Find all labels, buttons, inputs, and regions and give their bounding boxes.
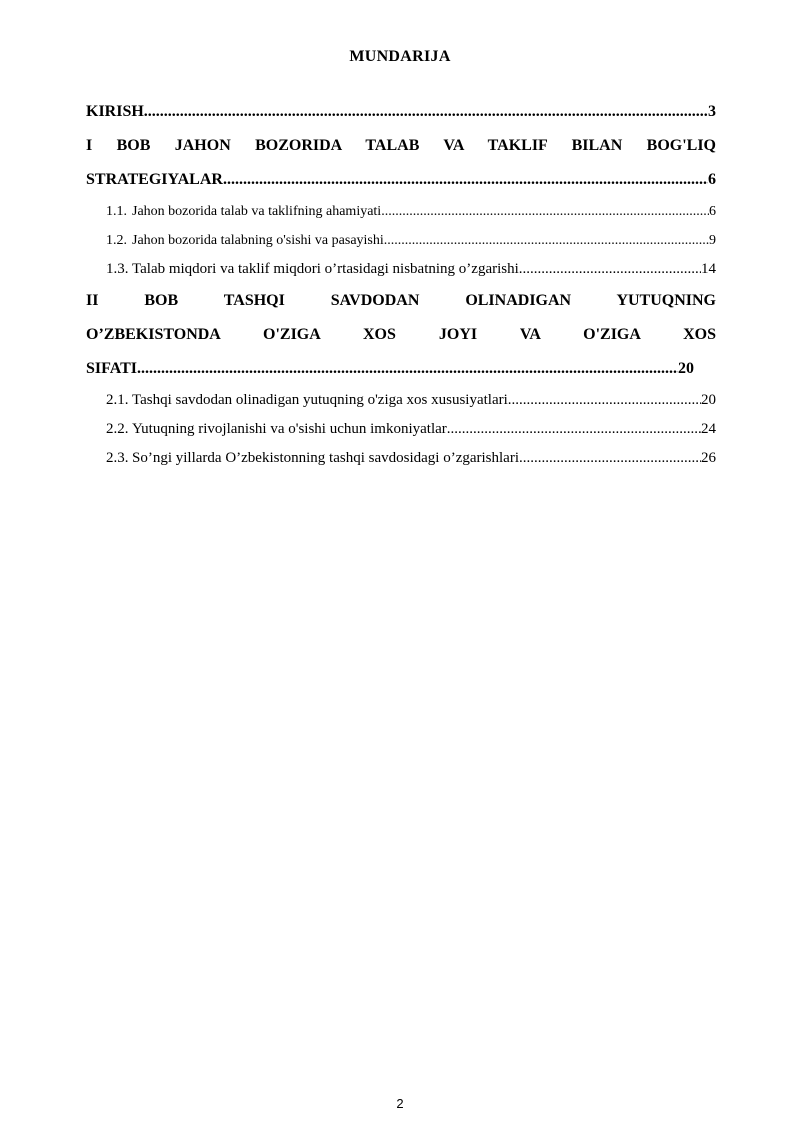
toc-page-number: 6 (709, 204, 716, 219)
toc-section-1-1[interactable] (86, 197, 716, 226)
toc-chapter2-line2[interactable]: O’ZBEKISTONDA O'ZIGA XOS JOYI VA O'ZIGA XOS (86, 326, 716, 343)
toc-chapter2-line1[interactable]: II BOB TASHQI SAVDODAN OLINADIGAN YUTUQNING (86, 292, 716, 309)
toc-entry-intro[interactable] (86, 95, 716, 129)
toc-page-number: 3 (708, 103, 716, 120)
section-number: 1.2. (106, 233, 127, 248)
dot-leader (519, 444, 701, 473)
section-title: Tashqi savdodan olinadigan yutuqning o'ziga xos xususiyatlari (132, 392, 508, 408)
section-number: 2.3. (106, 450, 129, 466)
section-title: Jahon bozorida talab va taklifning ahamiyati (132, 204, 382, 219)
section-number: 1.1. (106, 204, 127, 219)
dot-leader (223, 163, 708, 197)
section-title: Talab miqdori va taklif miqdori o’rtasidagi nisbatning o’zgarishi (132, 261, 519, 277)
dot-leader (508, 386, 701, 415)
toc-page-number: 26 (701, 450, 716, 466)
toc-page-number: 20 (678, 360, 694, 377)
toc-page-number: 24 (701, 421, 716, 437)
toc-page-number: 14 (701, 261, 716, 277)
table-of-contents (86, 95, 716, 473)
toc-section-2-2[interactable] (86, 415, 716, 444)
toc-section-2-1[interactable] (86, 386, 716, 415)
toc-section-1-3[interactable] (86, 255, 716, 284)
toc-chapter1-line1[interactable]: I BOB JAHON BOZORIDA TALAB VA TAKLIF BILAN BOG'LIQ (86, 137, 716, 154)
section-title: Jahon bozorida talabning o'sishi va pasayishi (132, 233, 384, 248)
toc-section-1-2[interactable] (86, 226, 716, 255)
toc-entry-label: KIRISH (86, 103, 144, 120)
toc-chapter1-line2[interactable] (86, 163, 716, 197)
section-number: 2.2. (106, 421, 129, 437)
toc-page-number: 9 (709, 233, 716, 248)
dot-leader (519, 255, 701, 284)
section-title: So’ngi yillarda O’zbekistonning tashqi savdosidagi o’zgarishlari (132, 450, 520, 466)
toc-page-number: 6 (708, 171, 716, 188)
toc-entry-label: STRATEGIYALAR (86, 171, 223, 188)
toc-section-2-3[interactable] (86, 444, 716, 473)
page-title: MUNDARIJA (349, 48, 451, 65)
page-number: 2 (396, 1096, 404, 1111)
toc-entry-label: SIFATI (86, 360, 137, 377)
dot-leader (384, 226, 709, 255)
toc-page-number: 20 (701, 392, 716, 408)
section-title: Yutuqning rivojlanishi va o'sishi uchun imkoniyatlar (132, 421, 447, 437)
section-number: 2.1. (106, 392, 129, 408)
dot-leader (381, 197, 709, 226)
dot-leader (137, 352, 678, 386)
dot-leader (144, 95, 708, 129)
toc-chapter2-line3[interactable] (86, 352, 716, 386)
section-number: 1.3. (106, 261, 129, 277)
dot-leader (447, 415, 701, 444)
